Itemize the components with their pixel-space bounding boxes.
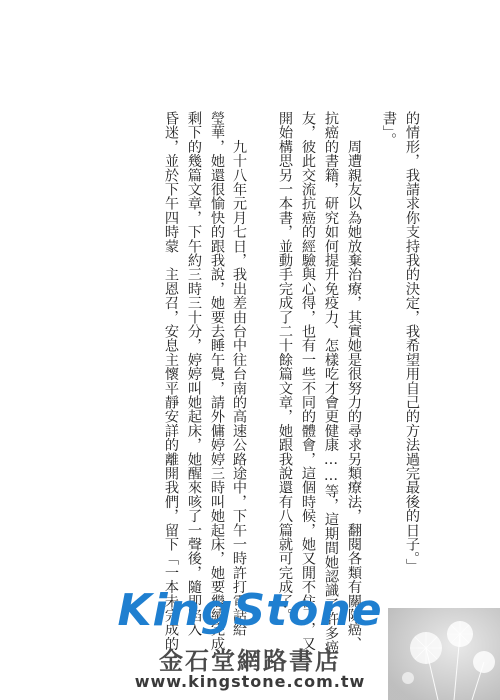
text-column-2: 書」。	[381, 111, 397, 147]
kingstone-logo	[0, 585, 500, 636]
kingstone-logo-king: King	[117, 585, 234, 636]
store-url: www.kingstone.com.tw	[134, 672, 366, 691]
text-column-4: 抗癌的書籍，研究如何提升免疫力、怎樣吃才會更健康……等，這期間她認識了許多癌	[323, 111, 339, 655]
store-name: 金石堂網路書店	[159, 647, 341, 675]
kingstone-logo-stone: Stone	[233, 585, 383, 636]
text-column-3: 周遭親友以為她放棄治療，其實她是很努力的尋求另類療法，翻閱各類有關防癌、	[346, 111, 362, 651]
text-column-6: 開始構思另一本書，並動手完成了二十餘篇文章，她跟我說還有八篇就可完成了。	[277, 111, 293, 623]
text-column-1: 的情形，我請求你支持我的決定，我希望用自己的方法過完最後的日子。」	[404, 111, 420, 573]
text-column-5: 友，彼此交流抗癌的經驗與心得，也有一些不同的體會，這個時候，她又閒不住了，又	[300, 111, 316, 651]
text-column-10: 昏迷，並於下午四時蒙 主恩召，安息主懷平靜安詳的離開我們，留下「一本未完成的	[163, 111, 179, 651]
text-column-8: 瑩華，她還很愉快的跟我說，她要去睡午覺，請外傭婷婷三時叫她起床，她要繼續完成	[209, 111, 225, 651]
text-column-7: 九十八年元月七日，我出差由台中往台南的高速公路途中，下午一時許打電話給	[231, 111, 247, 637]
text-column-9: 剩下的幾篇文章，下午約三時三十分，婷婷叫她起床，她醒來咳了一聲後，隨即陷入	[186, 111, 202, 637]
